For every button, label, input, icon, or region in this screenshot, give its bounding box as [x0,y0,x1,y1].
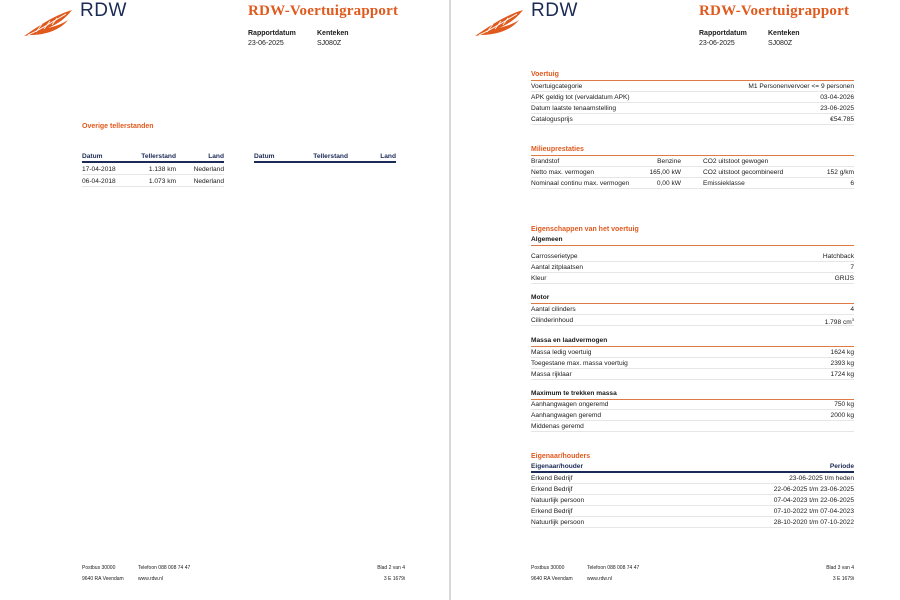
rdw-logo-icon [22,8,74,38]
row-label: Carrosserietype [531,252,578,260]
col-period-header: Periode [829,463,854,470]
section-rule [531,245,854,246]
row-value: 4 [850,305,854,313]
footer-address-2: 9640 RA Veendam [82,576,124,582]
col-date-header-2: Datum [254,153,275,160]
row-label: Aanhangwagen geremd [531,411,602,419]
table-row [531,495,854,506]
plate-label: Kenteken [317,30,349,37]
report-date-label: Rapportdatum [699,30,747,37]
row-label: Massa ledig voertuig [531,348,592,356]
row-country: Nederland [193,177,224,185]
displacement-unit-sup: 3 [851,316,854,322]
report-date-label: Rapportdatum [248,30,296,37]
table-header-rule [82,161,224,163]
row-owner: Erkend Bedrijf [531,507,573,515]
table-row [531,81,854,92]
row-date: 06-04-2018 [82,177,116,185]
footer-phone: Telefoon 088 008 74 47 [587,565,640,571]
brand-name: RDW [531,0,578,21]
row-label: Cilinderinhoud [531,316,574,324]
row-owner: Erkend Bedrijf [531,485,573,493]
table-header-rule-2 [254,161,396,163]
footer-code: 3 E 1679i [383,576,405,582]
plate-label: Kenteken [768,30,800,37]
table-row [531,304,854,315]
table-row [531,114,854,125]
table-row [531,358,854,369]
row-owner: Natuurlijk persoon [531,518,585,526]
rdw-logo-icon [473,8,525,38]
report-page-2 [0,0,449,600]
row-value: €54.785 [830,115,854,123]
row-value: 1724 kg [830,370,854,378]
plate-value: SJ080Z [317,40,342,47]
table-row [531,156,854,167]
row-label: Aanhangwagen ongeremd [531,400,609,408]
report-date-value: 23-06-2025 [248,40,284,47]
row-period: 22-06-2025 t/m 23-06-2025 [773,485,854,493]
table-row [531,103,854,114]
footer-web-link[interactable]: www.rdw.nl [138,576,164,582]
row-owner: Erkend Bedrijf [531,474,573,482]
row-label-2: CO2 uitstoot gecombineerd [703,168,784,176]
plate-value: SJ080Z [768,40,793,47]
row-value: 23-06-2025 [820,104,854,112]
col-country-header-2: Land [380,153,396,160]
properties-section-title: Eigenschappen van het voertuig [531,226,639,233]
row-value-2: 6 [850,179,854,187]
table-row [531,517,854,528]
col-owner-header: Eigenaar/houder [531,463,584,470]
row-label-2: Emissieklasse [703,179,745,187]
row-value: GRIJS [834,274,854,282]
report-title: RDW-Voertuigrapport [699,3,850,19]
table-row [82,176,224,187]
row-period: 07-04-2023 t/m 22-06-2025 [773,496,854,504]
row-value: 2393 kg [830,359,854,367]
table-row [531,399,854,410]
row-label: Datum laatste tenaamstelling [531,104,617,112]
footer-address-1: Postbus 30000 [531,565,565,571]
row-label: Catalogusprijs [531,115,573,123]
row-value: 7 [850,263,854,271]
row-label: Aantal cilinders [531,305,576,313]
table-row [531,369,854,380]
row-label: APK geldig tot (vervaldatum APK) [531,93,630,101]
footer-code: 3 E 1679i [832,576,854,582]
footer-address-1: Postbus 30000 [82,565,116,571]
table-row [531,167,854,178]
row-label-2: CO2 uitstoot gewogen [703,157,769,165]
owners-section-title: Eigenaar/houders [531,453,591,460]
row-value: Hatchback [822,252,854,260]
table-row [531,92,854,103]
table-row [531,178,854,189]
towing-subtitle: Maximum te trekken massa [531,390,617,397]
environment-section-title: Milieuprestaties [531,146,584,153]
row-value-2: 152 g/km [826,168,854,176]
row-date: 17-04-2018 [82,165,116,173]
report-date-value: 23-06-2025 [699,40,735,47]
row-period: 07-10-2022 t/m 07-04-2023 [773,507,854,515]
displacement-value: 1.798 cm [824,318,852,326]
table-row [531,347,854,358]
row-value: M1 Personenvervoer <= 9 personen [748,82,854,90]
row-label: Voertuigcategorie [531,82,583,90]
table-row [531,251,854,262]
table-row [531,484,854,495]
footer-page-number: Blad 2 van 4 [377,565,405,571]
row-period: 23-06-2025 t/m heden [789,474,854,482]
row-label: Aantal zitplaatsen [531,263,584,271]
brand-name: RDW [80,0,127,21]
col-count-header-2: Tellerstand [313,153,348,160]
row-value [825,317,854,326]
footer-web-link[interactable]: www.rdw.nl [587,576,613,582]
table-row [531,473,854,484]
table-row [82,164,224,175]
row-value: 1624 kg [830,348,854,356]
vehicle-section-title: Voertuig [531,71,559,78]
row-label: Netto max. vermogen [531,168,595,176]
table-row [531,315,854,326]
row-country: Nederland [193,165,224,173]
table-row [531,421,854,432]
table-row [531,410,854,421]
footer-address-2: 9640 RA Veendam [531,576,573,582]
row-value: Benzine [657,157,681,165]
row-label: Toegestane max. massa voertuig [531,359,628,367]
col-country-header: Land [208,153,224,160]
row-value: 0,00 kW [656,179,681,187]
report-title: RDW-Voertuigrapport [248,3,399,19]
row-label: Massa rijklaar [531,370,572,378]
row-label: Nominaal continu max. vermogen [531,179,630,187]
table-row [531,506,854,517]
row-owner: Natuurlijk persoon [531,496,585,504]
row-value: 165,00 kW [649,168,681,176]
footer-page-number: Blad 3 van 4 [826,565,854,571]
report-page-3 [451,0,900,600]
row-label: Kleur [531,274,547,282]
odometer-section-title: Overige tellerstanden [82,123,154,130]
mass-subtitle: Massa en laadvermogen [531,337,608,344]
general-subtitle: Algemeen [531,236,563,243]
table-row [531,262,854,273]
row-label: Middenas geremd [531,422,584,430]
row-period: 28-10-2020 t/m 07-10-2022 [773,518,854,526]
col-date-header: Datum [82,153,103,160]
footer-phone: Telefoon 088 008 74 47 [138,565,191,571]
engine-subtitle: Motor [531,294,550,301]
row-count: 1.073 km [148,177,176,185]
row-value: 750 kg [834,400,854,408]
row-value: 2000 kg [830,411,854,419]
row-value: 03-04-2026 [820,93,854,101]
row-label: Brandstof [531,157,560,165]
row-count: 1.138 km [148,165,176,173]
col-count-header: Tellerstand [141,153,176,160]
table-row [531,273,854,284]
